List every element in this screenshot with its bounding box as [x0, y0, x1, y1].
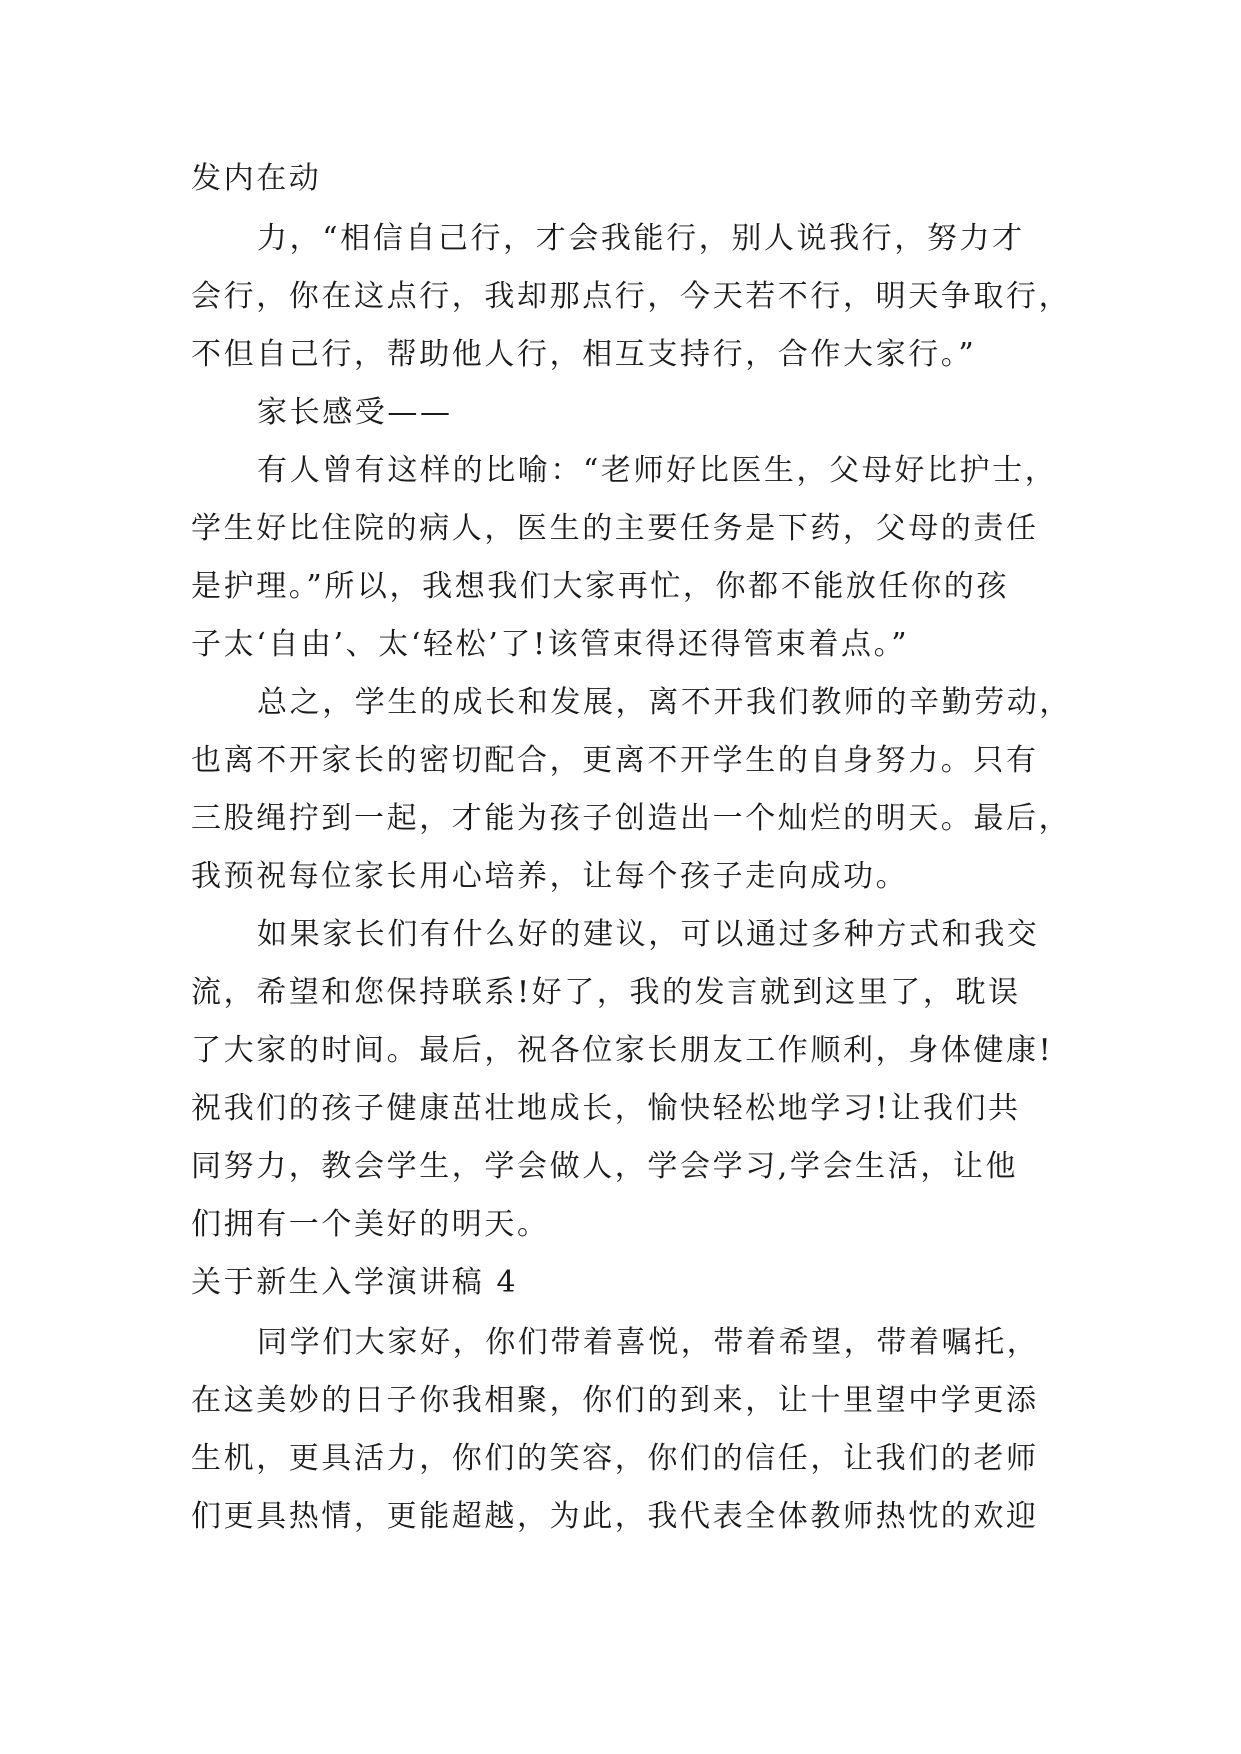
text-line: 子太‘自由’、太‘轻松’了!该管束得还得管束着点。”	[191, 627, 910, 662]
text-line: 发内在动	[191, 161, 322, 196]
paragraph-first-line: 如果家长们有什么好的建议，可以通过多种方式和我交	[257, 917, 1040, 952]
text-line: 也离不开家长的密切配合，更离不开学生的自身努力。只有	[191, 743, 1039, 778]
text-line: 是护理。”所以，我想我们大家再忙，你都不能放任你的孩	[191, 569, 1009, 604]
text-line: 们拥有一个美好的明天。	[191, 1207, 550, 1242]
text-line: 不但自己行，帮助他人行，相互支持行，合作大家行。”	[191, 337, 977, 372]
text-line: 生机，更具活力，你们的笑容，你们的信任，让我们的老师	[191, 1441, 1039, 1476]
text-line: 在这美妙的日子你我相聚，你们的到来，让十里望中学更添	[191, 1383, 1039, 1418]
text-line: 流，希望和您保持联系!好了，我的发言就到这里了，耽误	[191, 975, 1021, 1010]
text-line: 祝我们的孩子健康茁壮地成长，愉快轻松地学习!让我们共	[191, 1091, 1021, 1126]
paragraph-first-line: 力，“相信自己行，才会我能行，别人说我行，努力才	[257, 221, 1025, 256]
section-title: 关于新生入学演讲稿 4	[191, 1265, 519, 1300]
text-line: 同努力，教会学生，学会做人，学会学习,学会生活，让他	[191, 1149, 1019, 1184]
paragraph-first-line: 同学们大家好，你们带着喜悦，带着希望，带着嘱托，	[257, 1325, 1040, 1360]
text-line: 了大家的时间。最后，祝各位家长朋友工作顺利，身体健康!	[191, 1033, 1054, 1068]
paragraph-first-line: 有人曾有这样的比喻：“老师好比医生，父母好比护士，	[257, 453, 1058, 488]
text-line: 会行，你在这点行，我却那点行，今天若不行，明天争取行，	[191, 279, 1072, 314]
paragraph-first-line: 总之，学生的成长和发展，离不开我们教师的辛勤劳动，	[257, 685, 1072, 720]
text-line: 学生好比住院的病人，医生的主要任务是下药，父母的责任	[191, 511, 1039, 546]
section-heading: 家长感受——	[257, 395, 453, 430]
text-line: 三股绳拧到一起，才能为孩子创造出一个灿烂的明天。最后，	[191, 801, 1072, 836]
text-line: 我预祝每位家长用心培养，让每个孩子走向成功。	[191, 859, 909, 894]
text-line: 们更具热情，更能超越，为此，我代表全体教师热忱的欢迎	[191, 1499, 1039, 1534]
